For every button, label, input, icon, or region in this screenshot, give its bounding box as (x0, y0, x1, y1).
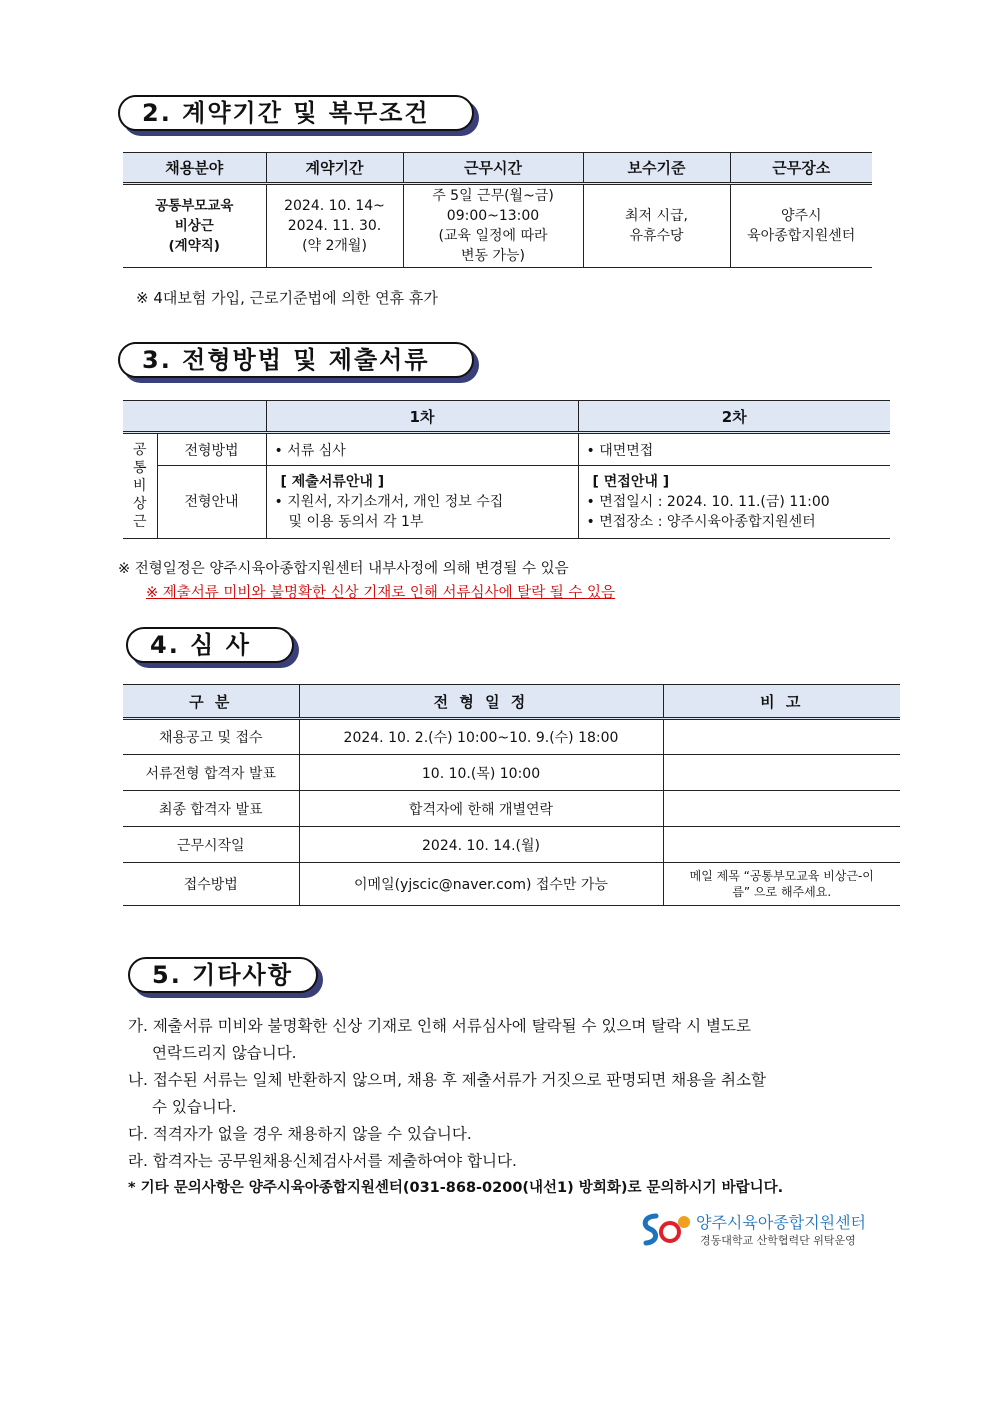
row-guide-round2: [ 면접안내 ] • 면접일시 : 2024. 10. 11.(금) 11:00 • 면접장소 : 양주시육아종합지원센터 (586, 474, 830, 530)
header-schedule: 전 형 일 정 (299, 685, 663, 719)
header-hours: 근무시간 (403, 153, 583, 184)
section-3-title: 3. 전형방법 및 제출서류 (118, 342, 474, 378)
cell-pay: 최저 시급, 유휴수당 (583, 184, 730, 268)
center-logo (636, 1210, 876, 1250)
header-place: 근무장소 (772, 159, 831, 177)
cell-field: 공통부모교육 비상근 (계약직) (123, 184, 266, 268)
header-period: 계약기간 (266, 153, 403, 184)
row-method-round2: • 대면면접 (586, 442, 654, 459)
list-item: 라. 합격자는 공무원채용신체검사서를 제출하여야 합니다. (128, 1152, 517, 1170)
header-remarks: 비 고 (760, 692, 804, 711)
header-round-1: 1차 (266, 401, 578, 433)
logo-sub: 경동대학교 산학협력단 위탁운영 (700, 1234, 856, 1247)
section-4-title: 4. 심 사 (126, 627, 294, 663)
contact-note: * 기타 문의사항은 양주시육아종합지원센터(031-868-0200(내선1) 방희화)로 문의하시기 바랍니다. (128, 1180, 784, 1196)
header-category: 구 분 (123, 685, 299, 719)
list-item: 다. 적격자가 없을 경우 채용하지 않을 수 있습니다. (128, 1125, 472, 1143)
misc-items (128, 1013, 888, 1202)
list-item: 나. 접수된 서류는 일체 반환하지 않으며, 채용 후 제출서류가 거짓으로 판명되면 채용을 취소할 수 있습니다. (128, 1071, 766, 1116)
center-logo-icon (636, 1210, 696, 1250)
selection-table (123, 400, 890, 539)
logo-name: 양주시육아종합지원센터 (696, 1213, 867, 1232)
document-warning-note: ※ 제출서류 미비와 불명확한 신상 기재로 인해 서류심사에 탈락 될 수 있음 (146, 585, 616, 601)
table-row: 최종 합격자 발표 합격자에 한해 개별연락 (123, 791, 900, 827)
section-2-title: 2. 계약기간 및 복무조건 (118, 95, 474, 131)
row-guide-label: 전형안내 (157, 466, 266, 539)
section-5-title: 5. 기타사항 (128, 957, 318, 993)
contract-table (123, 152, 872, 268)
list-item: 가. 제출서류 미비와 불명확한 신상 기재로 인해 서류심사에 탈락될 수 있으며 탈락 시 별도로 연락드리지 않습니다. (128, 1017, 751, 1062)
table-row: 근무시작일 2024. 10. 14.(월) (123, 827, 900, 863)
insurance-note: ※ 4대보험 가입, 근로기준법에 의한 연휴 휴가 (136, 289, 438, 307)
schedule-change-note: ※ 전형일정은 양주시육아종합지원센터 내부사정에 의해 변경될 수 있음 (118, 561, 569, 577)
header-pay: 보수기준 (583, 153, 730, 184)
row-method-label: 전형방법 (157, 433, 266, 466)
header-round-2: 2차 (721, 407, 747, 426)
cell-hours: 주 5일 근무(월~금) 09:00~13:00 (교육 일정에 따라 변동 가능) (403, 184, 583, 268)
row-guide-round1: [ 제출서류안내 ] • 지원서, 자기소개서, 개인 정보 수집 및 이용 동의서 각 1부 (266, 466, 578, 539)
cell-period: 2024. 10. 14~ 2024. 11. 30. (약 2개월) (266, 184, 403, 268)
row-method-round1: • 서류 심사 (266, 433, 578, 466)
cell-place: 양주시 육아종합지원센터 (747, 208, 856, 244)
header-blank (123, 401, 266, 433)
review-table (123, 684, 900, 906)
table-row: 서류전형 합격자 발표 10. 10.(목) 10:00 (123, 755, 900, 791)
header-field: 채용분야 (123, 153, 266, 184)
side-label: 공 통 비 상 근 (123, 433, 157, 539)
table-row: 접수방법 이메일(yjscic@naver.com) 접수만 가능 메일 제목 “공통부모교육 비상근-이름” 으로 해주세요. (123, 863, 900, 906)
table-row: 채용공고 및 접수 2024. 10. 2.(수) 10:00~10. 9.(수) 18:00 (123, 719, 900, 755)
